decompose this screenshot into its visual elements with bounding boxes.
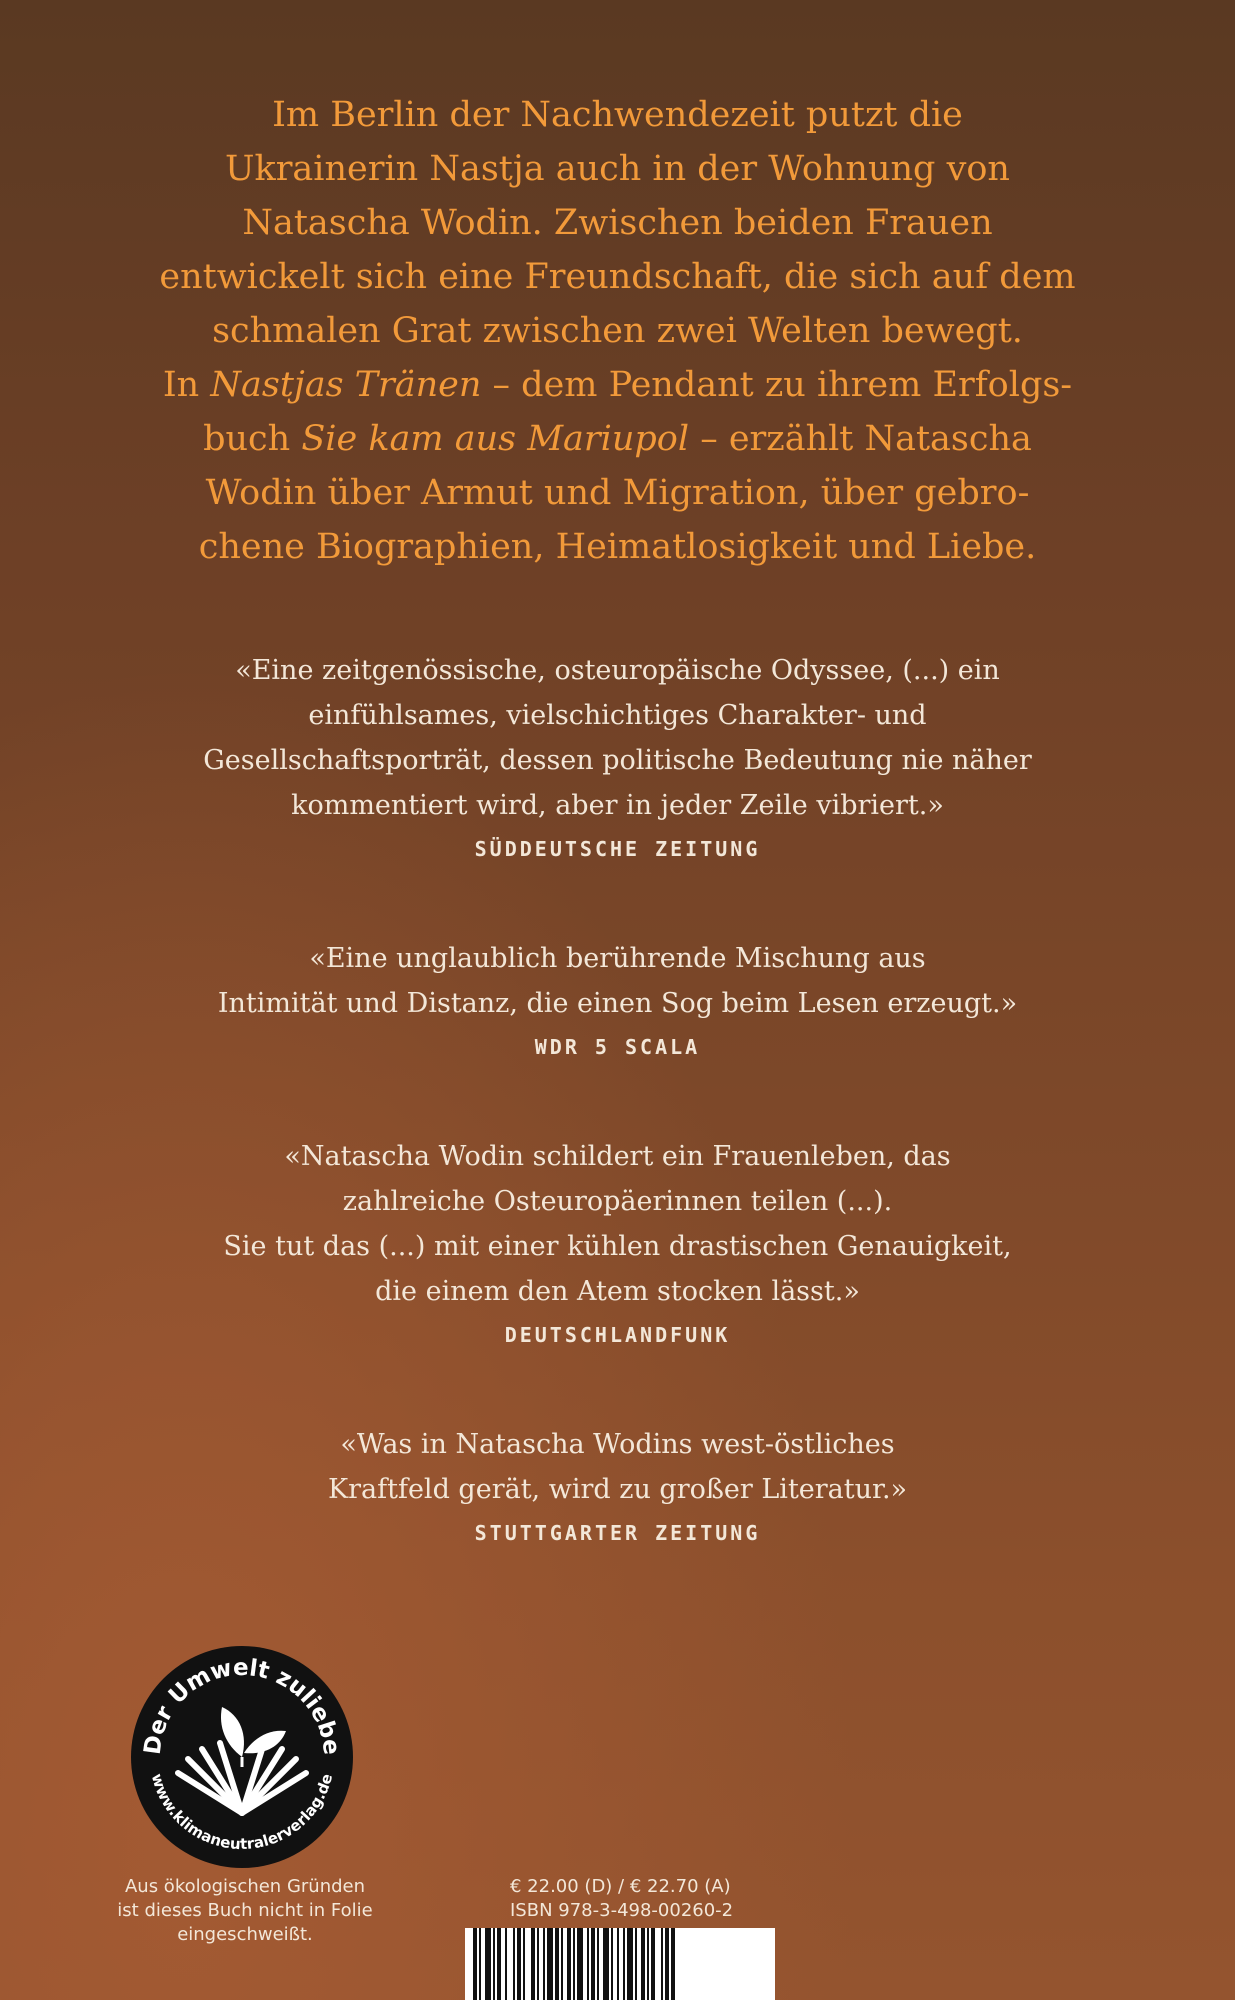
blurb-line: schmalen Grat zwischen zwei Welten bewegt. [212, 311, 1023, 351]
quote-source: STUTTGARTER ZEITUNG [474, 1521, 761, 1545]
barcode-bar [641, 1928, 645, 2000]
price-label: € 22.00 (D) / € 22.70 (A) [510, 1876, 731, 1897]
quote-line: zahlreiche Osteuropäerinnen teilen (...). [342, 1186, 893, 1217]
barcode-bar [623, 1928, 625, 2000]
barcode-bar [517, 1928, 521, 2000]
barcode-bar [513, 1928, 515, 2000]
review-quote-wdr5 [120, 936, 1115, 1062]
price-isbn-block [510, 1875, 790, 1923]
quote-line: Kraftfeld gerät, wird zu großer Literatur.» [327, 1474, 908, 1505]
barcode-bar [485, 1928, 491, 2000]
climate-neutral-seal [130, 1645, 354, 1869]
blurb-line: entwickelt sich eine Freundschaft, die sich auf dem [159, 257, 1076, 297]
quote-line: kommentiert wird, aber in jeder Zeile vibriert.» [291, 790, 944, 821]
quote-line: «Natascha Wodin schildert ein Frauenleben, das [284, 1141, 951, 1172]
book-title-sie-kam-aus-mariupol: Sie kam aus Mariupol [301, 419, 690, 459]
barcode-bar [531, 1928, 535, 2000]
barcode-bar [547, 1928, 553, 2000]
blurb-segment: buch [203, 419, 302, 459]
barcode-bar [561, 1928, 563, 2000]
barcode-bar [497, 1928, 501, 2000]
blurb-line: Natascha Wodin. Zwischen beiden Frauen [242, 203, 993, 243]
barcode-bar [597, 1928, 599, 2000]
barcode-bar [651, 1928, 655, 2000]
seal-graphic [130, 1645, 354, 1869]
blurb-segment: – erzählt Natascha [689, 419, 1032, 459]
note-line: eingeschweißt. [177, 1924, 313, 1945]
note-line: Aus ökologischen Gründen [124, 1876, 366, 1897]
quote-source: SÜDDEUTSCHE ZEITUNG [474, 837, 761, 861]
seal-top-text: Der Umwelt zuliebe [139, 1654, 345, 1757]
quote-source: WDR 5 SCALA [534, 1035, 701, 1059]
blurb-text [140, 88, 1095, 574]
blurb-segment: In [162, 365, 211, 405]
blurb-segment: – dem Pendant zu ihrem Erfolgs- [481, 365, 1073, 405]
note-line: ist dieses Buch nicht in Folie [117, 1900, 373, 1921]
seal-bottom-text: www.klimaneutralerverlag.de [147, 1771, 337, 1854]
blurb-line [140, 358, 1095, 412]
barcode-bar [523, 1928, 525, 2000]
blurb-line [140, 412, 1095, 466]
quote-line: Gesellschaftsporträt, dessen politische Bedeutung nie näher [203, 745, 1032, 776]
barcode-bar [647, 1928, 649, 2000]
barcode-bar [473, 1928, 477, 2000]
barcode-bar [567, 1928, 571, 2000]
isbn-label: ISBN 978-3-498-00260-2 [510, 1900, 734, 1921]
book-title-nastjas-traenen: Nastjas Tränen [210, 365, 482, 405]
review-quote-sueddeutsche [120, 648, 1115, 864]
barcode-bar [479, 1928, 481, 2000]
barcode [465, 1928, 775, 2000]
quote-line: einfühlsames, vielschichtiges Charakter- und [308, 700, 927, 731]
barcode-bar [661, 1928, 663, 2000]
barcode-bars [465, 1928, 775, 2000]
barcode-bar [493, 1928, 495, 2000]
blurb-line: Wodin über Armut und Migration, über gebro- [205, 473, 1030, 513]
blurb-line: chene Biographien, Heimatlosigkeit und Liebe. [198, 527, 1037, 567]
quote-line: Intimität und Distanz, die einen Sog beim Lesen erzeugt.» [217, 988, 1018, 1019]
quote-line: «Eine zeitgenössische, osteuropäische Odyssee, (...) ein [235, 655, 1000, 686]
barcode-bar [671, 1928, 675, 2000]
quote-line: «Eine unglaublich berührende Mischung aus [309, 943, 926, 974]
barcode-bar [635, 1928, 637, 2000]
quote-source: DEUTSCHLANDFUNK [504, 1323, 731, 1347]
barcode-bar [665, 1928, 669, 2000]
barcode-bar [603, 1928, 609, 2000]
barcode-bar [611, 1928, 613, 2000]
review-quote-deutschlandfunk [120, 1134, 1115, 1350]
barcode-bar [555, 1928, 559, 2000]
blurb-line: Ukrainerin Nastja auch in der Wohnung von [225, 149, 1010, 189]
barcode-bar [505, 1928, 507, 2000]
barcode-bar [591, 1928, 595, 2000]
quote-line: die einem den Atem stocken lässt.» [375, 1276, 860, 1307]
packaging-note [100, 1875, 390, 1947]
barcode-bar [573, 1928, 575, 2000]
quote-line: Sie tut das (...) mit einer kühlen drastischen Genauigkeit, [223, 1231, 1012, 1262]
blurb-line: Im Berlin der Nachwendezeit putzt die [272, 95, 963, 135]
barcode-bar [543, 1928, 545, 2000]
barcode-bar [577, 1928, 583, 2000]
quote-line: «Was in Natascha Wodins west-östliches [340, 1429, 895, 1460]
review-quote-stuttgarter [120, 1422, 1115, 1548]
barcode-bar [537, 1928, 539, 2000]
barcode-bar [617, 1928, 619, 2000]
barcode-bar [587, 1928, 589, 2000]
barcode-bar [627, 1928, 633, 2000]
